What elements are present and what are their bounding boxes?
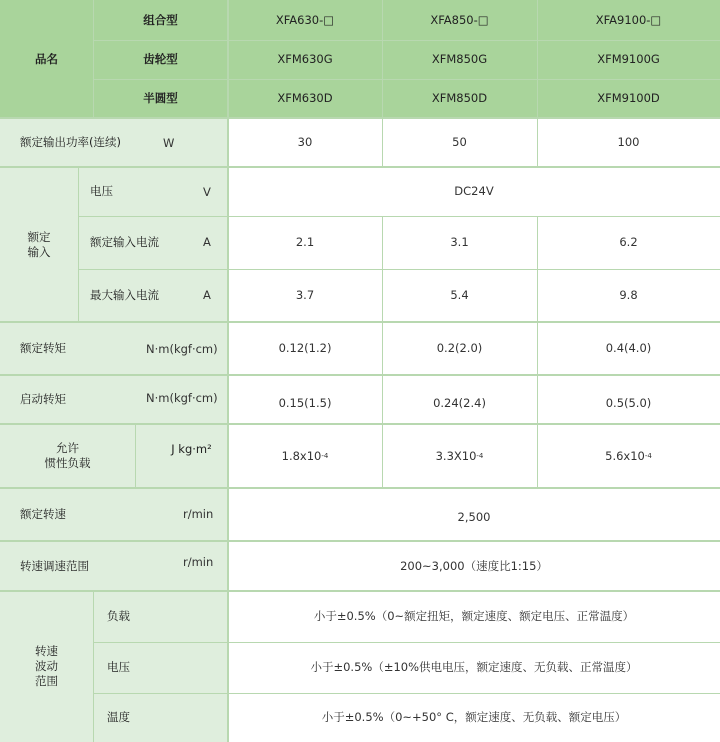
model-combo-9100: XFA9100-□ bbox=[537, 0, 720, 40]
max-current-label: 最大输入电流 bbox=[78, 269, 228, 322]
rated-torque-unit: N·m(kgf·cm) bbox=[146, 342, 218, 356]
type-label-semicircle: 半圆型 bbox=[93, 79, 228, 118]
grid-line bbox=[0, 590, 720, 592]
rated-power-unit: W bbox=[163, 136, 175, 150]
grid-line bbox=[93, 642, 720, 643]
grid-line bbox=[93, 591, 94, 742]
grid-line bbox=[382, 216, 383, 488]
grid-line bbox=[0, 321, 720, 323]
input-voltage-unit: V bbox=[203, 185, 211, 199]
grid-line bbox=[93, 40, 720, 41]
speed-range-unit: r/min bbox=[183, 555, 214, 569]
max-current-9100: 9.8 bbox=[537, 269, 720, 322]
rated-torque-850: 0.2(2.0) bbox=[382, 322, 537, 375]
type-label-combo: 组合型 bbox=[93, 0, 228, 40]
rated-power-9100: 100 bbox=[537, 118, 720, 167]
start-torque-label: 启动转矩 bbox=[0, 375, 228, 424]
grid-line bbox=[93, 693, 720, 694]
grid-line bbox=[78, 167, 79, 322]
fluctuation-temp-label: 温度 bbox=[93, 693, 228, 742]
model-semicircle-850: XFM850D bbox=[382, 79, 537, 118]
grid-line bbox=[78, 269, 720, 270]
model-semicircle-630: XFM630D bbox=[228, 79, 382, 118]
grid-line bbox=[0, 540, 720, 542]
inertia-630: 1.8x10 -4 bbox=[228, 424, 382, 488]
max-current-850: 5.4 bbox=[382, 269, 537, 322]
inertia-unit: J kg·m² bbox=[135, 424, 228, 488]
rated-torque-label: 额定转矩 bbox=[0, 322, 228, 375]
rated-current-850: 3.1 bbox=[382, 216, 537, 269]
rated-torque-630: 0.12(1.2) bbox=[228, 322, 382, 375]
rated-current-9100: 6.2 bbox=[537, 216, 720, 269]
inertia-label: 允许 惯性负载 bbox=[0, 424, 135, 488]
grid-line bbox=[0, 487, 720, 489]
fluctuation-voltage-value: 小于±0.5%（±10%供电电压，额定速度、无负载、正常温度） bbox=[228, 642, 720, 693]
start-torque-unit: N·m(kgf·cm) bbox=[146, 391, 218, 405]
rated-current-630: 2.1 bbox=[228, 216, 382, 269]
rated-power-850: 50 bbox=[382, 118, 537, 167]
fluctuation-load-value: 小于±0.5%（0~额定扭矩，额定速度、额定电压、正常温度） bbox=[228, 591, 720, 642]
start-torque-9100: 0.5(5.0) bbox=[537, 375, 720, 424]
model-gear-9100: XFM9100G bbox=[537, 40, 720, 79]
grid-line bbox=[78, 216, 720, 217]
model-gear-850: XFM850G bbox=[382, 40, 537, 79]
fluctuation-voltage-label: 电压 bbox=[93, 642, 228, 693]
inertia-9100: 5.6x10 -4 bbox=[537, 424, 720, 488]
input-voltage-value: DC24V bbox=[228, 167, 720, 216]
grid-line bbox=[0, 166, 720, 168]
max-current-unit: A bbox=[203, 288, 211, 302]
product-name-header: 品名 bbox=[0, 0, 93, 118]
grid-line bbox=[0, 423, 720, 425]
fluctuation-temp-value: 小于±0.5%（0~+50° C，额定速度、无负载、额定电压） bbox=[228, 693, 720, 742]
speed-range-value: 200~3,000（速度比1:15） bbox=[228, 541, 720, 591]
rated-current-unit: A bbox=[203, 235, 211, 249]
type-label-gear: 齿轮型 bbox=[93, 40, 228, 79]
model-semicircle-9100: XFM9100D bbox=[537, 79, 720, 118]
grid-line bbox=[0, 374, 720, 376]
grid-line bbox=[382, 0, 383, 167]
rated-current-label: 额定输入电流 bbox=[78, 216, 228, 269]
speed-range-label: 转速调速范围 bbox=[0, 541, 228, 591]
model-combo-850: XFA850-□ bbox=[382, 0, 537, 40]
grid-line bbox=[537, 216, 538, 488]
rated-torque-9100: 0.4(4.0) bbox=[537, 322, 720, 375]
grid-line bbox=[93, 79, 720, 80]
start-torque-850: 0.24(2.4) bbox=[382, 375, 537, 424]
inertia-850: 3.3X10 -4 bbox=[382, 424, 537, 488]
fluctuation-label: 转速 波动 范围 bbox=[0, 591, 93, 742]
rated-speed-unit: r/min bbox=[183, 507, 214, 521]
rated-power-label: 额定输出功率(连续) bbox=[0, 118, 228, 167]
rated-input-label: 额定 输入 bbox=[0, 167, 78, 322]
rated-power-630: 30 bbox=[228, 118, 382, 167]
model-gear-630: XFM630G bbox=[228, 40, 382, 79]
max-current-630: 3.7 bbox=[228, 269, 382, 322]
grid-line bbox=[227, 0, 229, 742]
grid-line bbox=[93, 0, 94, 118]
grid-line bbox=[537, 0, 538, 167]
grid-line bbox=[0, 117, 720, 119]
grid-line bbox=[135, 424, 136, 488]
input-voltage-label: 电压 bbox=[78, 167, 228, 216]
model-combo-630: XFA630-□ bbox=[228, 0, 382, 40]
start-torque-630: 0.15(1.5) bbox=[228, 375, 382, 424]
rated-speed-value: 2,500 bbox=[228, 488, 720, 541]
rated-speed-label: 额定转速 bbox=[0, 488, 228, 541]
fluctuation-load-label: 负载 bbox=[93, 591, 228, 642]
